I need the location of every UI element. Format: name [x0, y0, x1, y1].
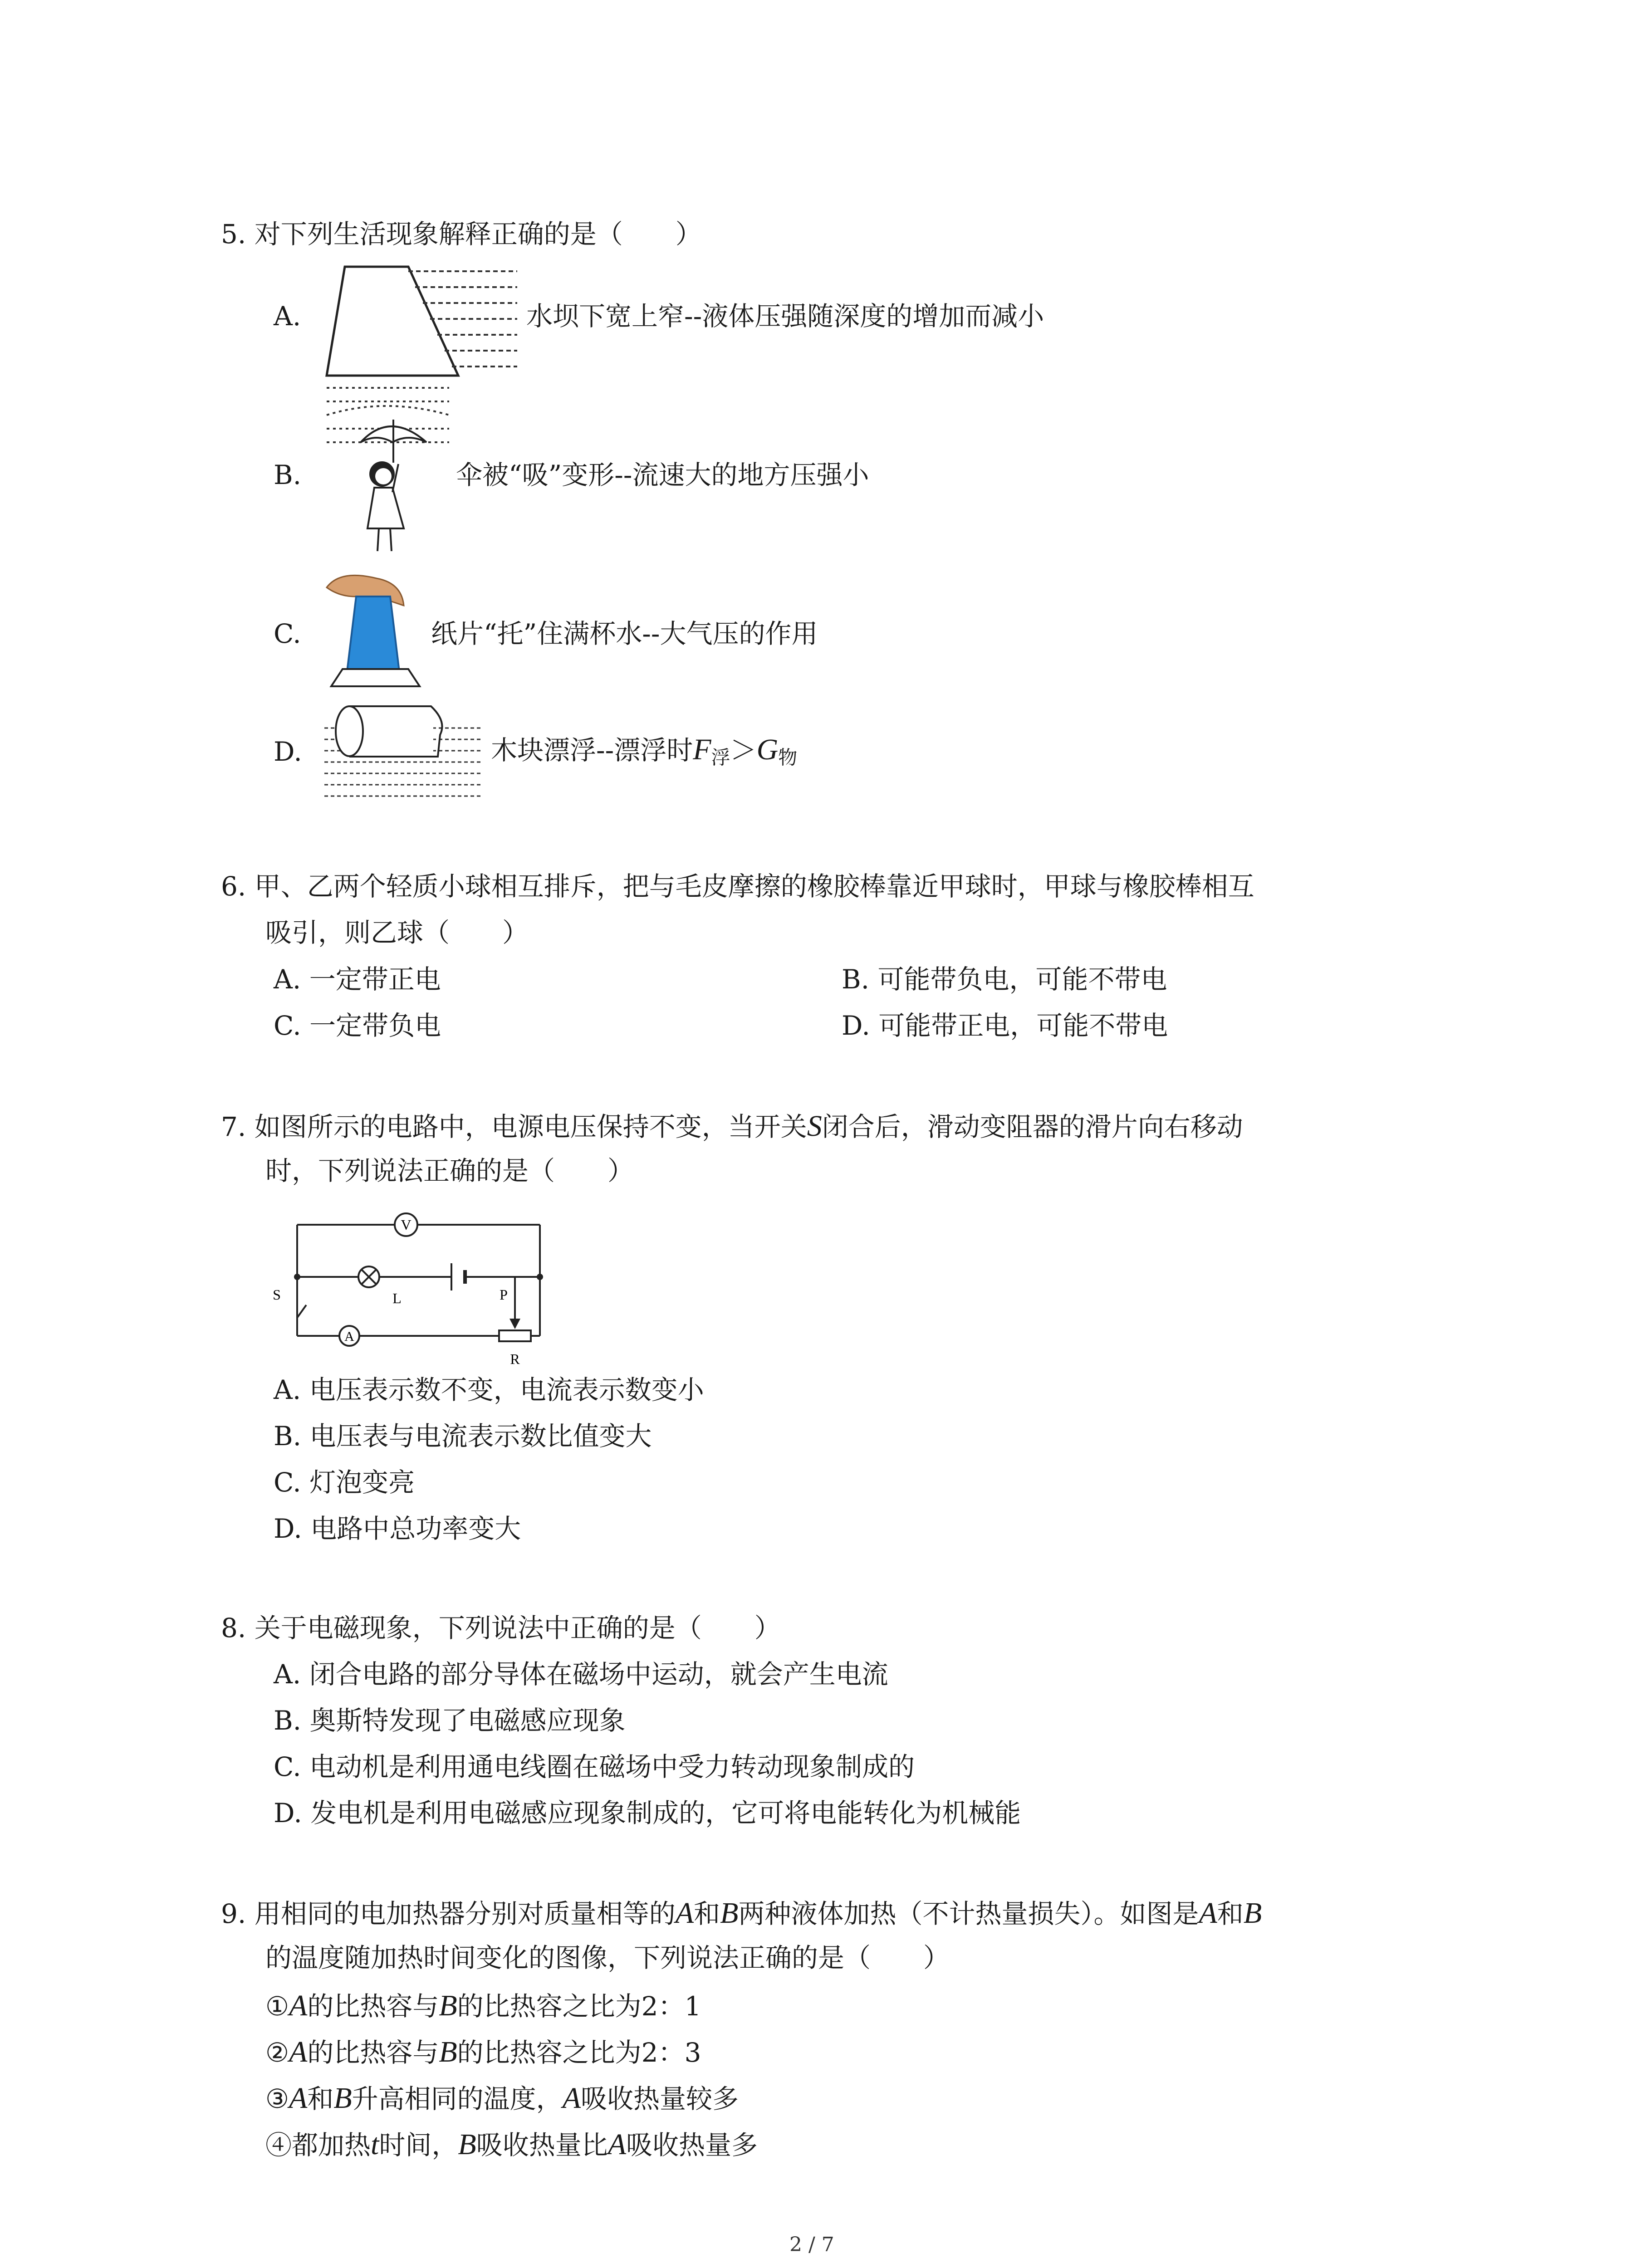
s3-p0: ③ [265, 2083, 289, 2114]
slider-label: P [500, 1286, 508, 1303]
q7-stem-line2: 时，下列说法正确的是（ ） [265, 1155, 634, 1186]
rheostat [499, 1330, 531, 1341]
q9-statement-4 [265, 2130, 758, 2160]
q6-stem-line1: 6. 甲、乙两个轻质小球相互排斥，把与毛皮摩擦的橡胶棒靠近甲球时，甲球与橡胶棒相互 [221, 871, 1254, 902]
q9-stem-line1 [221, 1898, 1262, 1928]
q7-option-c: C. 灯泡变亮 [274, 1467, 415, 1498]
s4-var-t: t [371, 2128, 379, 2161]
rheostat-label: R [510, 1351, 520, 1367]
log-end [336, 706, 363, 756]
s3-var-a: A [289, 2082, 308, 2115]
s1-var-b: B [439, 1989, 457, 2022]
q5-option-d-text [491, 735, 797, 767]
q6-option-d: D. 可能带正电，可能不带电 [842, 1010, 1168, 1041]
s2-var-a: A [289, 2035, 308, 2068]
q5-option-a-label: A. [274, 301, 301, 332]
cup [347, 596, 399, 671]
umbrella-figure [318, 383, 454, 560]
q9-l1-part4: 两种液体加热（不计热量损失）。如图是 [738, 1898, 1199, 1929]
s1-var-a: A [289, 1989, 308, 2022]
q5-option-a-text: 水坝下宽上窄--液体压强随深度的增加而减小 [526, 301, 1044, 332]
s3-p6: 吸收热量较多 [581, 2083, 739, 2114]
q9-l1-part0: 9. 用相同的电加热器分别对质量相等的 [221, 1898, 676, 1929]
q5-option-c-label: C. [274, 618, 301, 649]
s3-p4: 升高相同的温度， [352, 2083, 563, 2114]
q9-statement-2 [265, 2037, 701, 2067]
q5-option-d-label: D. [274, 736, 302, 767]
q8-option-a: A. 闭合电路的部分导体在磁场中运动，就会产生电流 [274, 1659, 888, 1690]
q8-option-d: D. 发电机是利用电磁感应现象制成的，它可将电能转化为机械能 [274, 1798, 1021, 1828]
q6-option-b: B. 可能带负电，可能不带电 [842, 964, 1167, 995]
q9-stem-line2: 的温度随加热时间变化的图像，下列说法正确的是（ ） [265, 1942, 950, 1973]
dam-figure [318, 262, 531, 380]
force-f-sub: 浮 [711, 746, 730, 769]
q9-l1-part6: 和 [1217, 1898, 1244, 1929]
slider-arrow [509, 1319, 520, 1329]
s2-p2: 的比热容与 [307, 2037, 439, 2068]
q6-option-a: A. 一定带正电 [274, 964, 441, 995]
weight-g-sub: 物 [778, 746, 798, 769]
q9-statement-3 [265, 2083, 739, 2113]
circuit-diagram [268, 1204, 567, 1372]
force-f: F [693, 733, 711, 766]
switch-s-var: S [807, 1110, 822, 1143]
q8-stem: 8. 关于电磁现象，下列说法中正确的是（ ） [221, 1613, 781, 1643]
s1-p2: 的比热容与 [307, 1991, 439, 2022]
s3-var-a2: A [562, 2082, 581, 2115]
s2-p4: 的比热容之比为2：3 [457, 2037, 701, 2068]
q9-l1-var-b2: B [1243, 1897, 1262, 1930]
q5-d-text-pre: 木块漂浮--漂浮时 [491, 735, 693, 766]
s1-p4: 的比热容之比为2：1 [457, 1991, 701, 2022]
s4-p4: 吸收热量比 [476, 2130, 608, 2160]
child-body [367, 488, 404, 528]
paper-card [331, 669, 420, 686]
q5-option-b-text: 伞被“吸”变形--流速大的地方压强小 [456, 459, 869, 490]
s2-p0: ② [265, 2037, 289, 2068]
dam-trapezoid [327, 267, 458, 376]
wood-block-figure [322, 703, 490, 805]
q5-option-c-text: 纸片“托”住满杯水--大气压的作用 [431, 618, 818, 649]
greater-than: ＞ [730, 735, 757, 766]
s4-var-a: A [607, 2128, 627, 2161]
s3-var-b: B [333, 2082, 352, 2115]
s3-p2: 和 [307, 2083, 334, 2114]
q7-option-d: D. 电路中总功率变大 [274, 1513, 521, 1544]
weight-g: G [756, 733, 779, 766]
s2-var-b: B [439, 2035, 457, 2068]
q8-option-b: B. 奥斯特发现了电磁感应现象 [274, 1705, 626, 1736]
q9-statement-1 [265, 1991, 701, 2021]
ammeter-label: A [344, 1329, 354, 1344]
page-number: 2 / 7 [789, 2233, 834, 2256]
q5-stem: 5. 对下列生活现象解释正确的是（ ） [221, 219, 702, 249]
switch-label: S [273, 1286, 281, 1303]
q9-l1-var-a2: A [1199, 1897, 1217, 1930]
s4-p2: 时间， [379, 2130, 458, 2160]
s4-p6: 吸收热量多 [626, 2130, 758, 2160]
voltmeter-label: V [401, 1217, 411, 1233]
q9-l1-part2: 和 [694, 1898, 720, 1929]
q7-option-a: A. 电压表示数不变，电流表示数变小 [274, 1374, 704, 1405]
q8-option-c: C. 电动机是利用通电线圈在磁场中受力转动现象制成的 [274, 1751, 915, 1782]
q7-stem-pre: 7. 如图所示的电路中，电源电压保持不变，当开关 [221, 1111, 807, 1142]
q9-l1-var-a: A [675, 1897, 694, 1930]
lamp-label: L [392, 1290, 402, 1306]
q6-option-c: C. 一定带负电 [274, 1010, 441, 1041]
s4-p0: ④都加热 [265, 2130, 371, 2160]
cup-figure [322, 569, 431, 696]
q7-stem-post: 闭合后，滑动变阻器的滑片向右移动 [822, 1111, 1243, 1142]
q7-stem-line1 [221, 1111, 1243, 1141]
switch-blade [297, 1305, 306, 1318]
q6-stem-line2: 吸引，则乙球（ ） [265, 917, 529, 948]
q7-option-b: B. 电压表与电流表示数比值变大 [274, 1421, 652, 1452]
s1-p0: ① [265, 1991, 289, 2022]
q9-l1-var-b: B [720, 1897, 739, 1930]
s4-var-b: B [458, 2128, 476, 2161]
q5-option-b-label: B. [274, 459, 302, 490]
